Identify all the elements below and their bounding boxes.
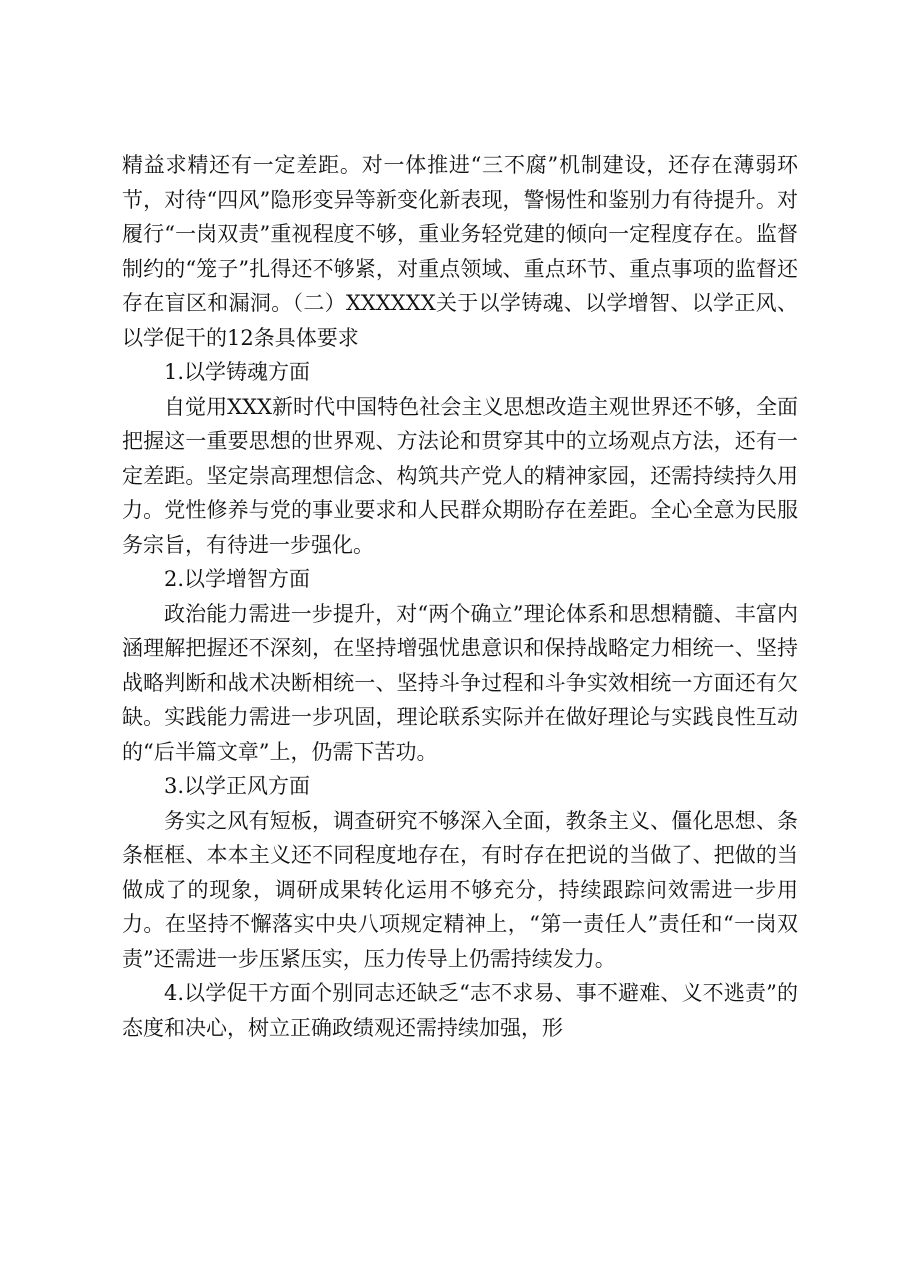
document-body <box>122 148 798 1045</box>
section-heading-1: 1.以学铸魂方面 <box>164 360 311 384</box>
paragraph-3: 务实之风有短板，调查研究不够深入全面，教条主义、僵化思想、条条框框、本本主义还不同程度地存在，有时存在把说的当做了、把做的当做成了的现象，调研成果转化运用不够充分，持续跟踪问效需进一步用力。在坚持不懈落实中央八项规定精神上，“第一责任人”责任和“一岗双责”还需进一步压紧压实，压力传导上仍需持续发力。 <box>122 808 798 971</box>
section-heading-3: 3.以学正风方面 <box>164 774 311 798</box>
section-heading-2: 2.以学增智方面 <box>164 567 311 591</box>
paragraph-2: 政治能力需进一步提升，对“两个确立”理论体系和思想精髓、丰富内涵理解把握还不深刻，在坚持增强忧患意识和保持战略定力相统一、坚持战略判断和战术决断相统一、坚持斗争过程和斗争实效相统一方面还有欠缺。实践能力需进一步巩固，理论联系实际并在做好理论与实践良性互动的“后半篇文章”上，仍需下苦功。 <box>122 601 798 764</box>
paragraph-continuation: 精益求精还有一定差距。对一体推进“三不腐”机制建设，还存在薄弱环节，对待“四风”隐形变异等新变化新表现，警惕性和鉴别力有待提升。对履行“一岗双责”重视程度不够，重业务轻党建的倾向一定程度存在。监督制约的“笼子”扎得还不够紧，对重点领域、重点环节、重点事项的监督还存在盲区和漏洞。（二）XXXXXX关于以学铸魂、以学增智、以学正风、以学促干的12条具体要求 <box>122 153 798 350</box>
paragraph-4: 4.以学促干方面个别同志还缺乏“志不求易、事不避难、义不逃责”的态度和决心，树立正确政绩观还需持续加强，形 <box>122 981 798 1040</box>
paragraph-1: 自觉用XXX新时代中国特色社会主义思想改造主观世界还不够，全面把握这一重要思想的世界观、方法论和贯穿其中的立场观点方法，还有一定差距。坚定崇高理想信念、构筑共产党人的精神家园，还需持续持久用力。党性修养与党的事业要求和人民群众期盼存在差距。全心全意为民服务宗旨，有待进一步强化。 <box>122 394 798 557</box>
